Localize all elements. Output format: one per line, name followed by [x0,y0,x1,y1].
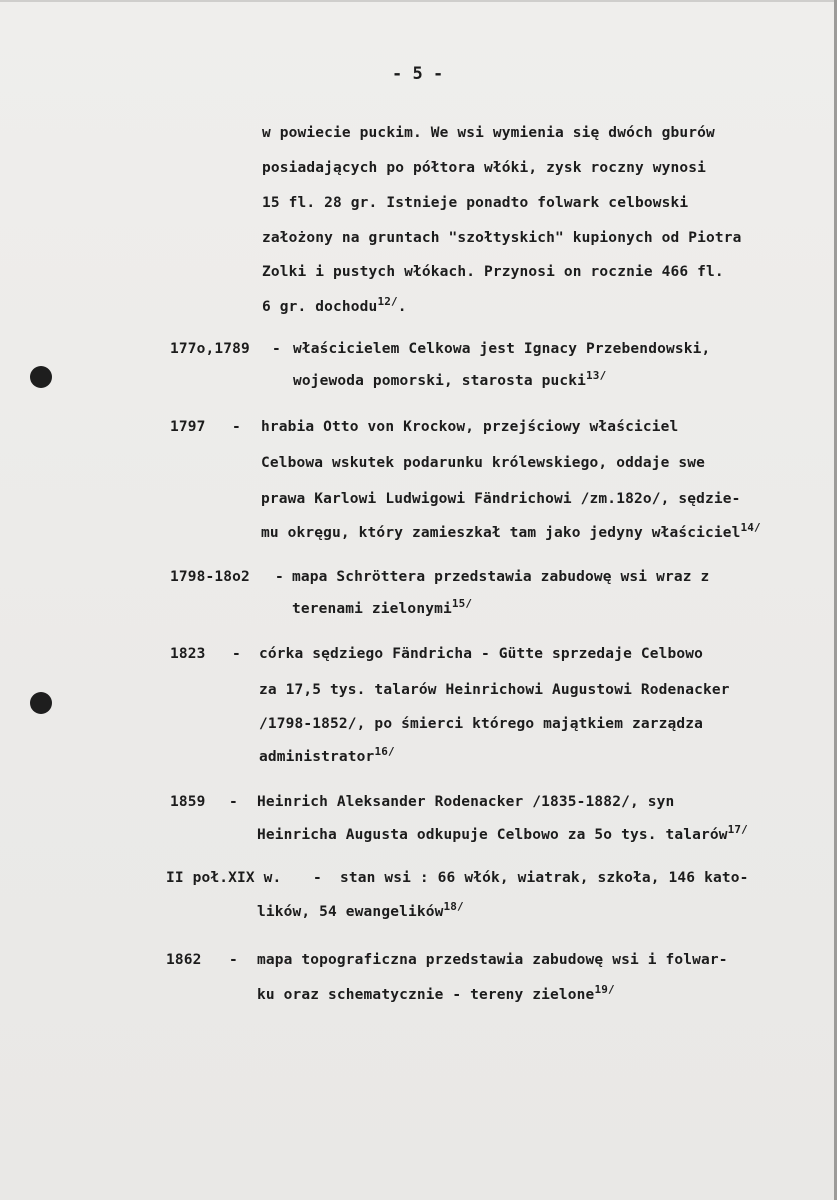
entry-date: 1862 [166,952,202,968]
entry-date: 177o,1789 [170,341,250,357]
entry-line-last [257,900,464,921]
entry-line-last [261,521,761,542]
entry-date: 1859 [170,794,206,810]
footnote-mark: 14/ [740,521,761,535]
entry-line: Heinrich Aleksander Rodenacker /1835-1882/, syn [257,794,675,810]
entry-line: mapa topograficzna przedstawia zabudowę wsi i folwar- [257,952,728,968]
entry-line: prawa Karlowi Ludwigowi Fändrichowi /zm.182o/, sędzie- [261,491,741,507]
entry-line: Celbowa wskutek podarunku królewskiego, oddaje swe [261,455,705,471]
intro-line: 6 gr. dochodu [262,299,378,315]
footnote-mark: 18/ [443,900,464,914]
entry-dash: - [229,794,238,810]
entry-line-last [257,983,615,1004]
entry-line: stan wsi : 66 włók, wiatrak, szkoła, 146 kato- [340,870,749,886]
entry-line: właścicielem Celkowa jest Ignacy Przebendowski, [293,341,711,357]
entry-line: za 17,5 tys. talarów Heinrichowi Augustowi Rodenacker [259,682,730,698]
entry-line: administrator [259,749,375,765]
entry-line: ku oraz schematycznie - tereny zielone [257,987,595,1003]
page-number: - 5 - [392,64,444,84]
intro-line: w powiecie puckim. We wsi wymienia się dwóch gburów [262,125,715,141]
entry-line-last [292,597,473,618]
entry-date: 1798-18o2 [170,569,250,585]
footnote-mark: 12/ [377,295,398,309]
entry-line: hrabia Otto von Krockow, przejściowy właściciel [261,419,679,435]
entry-dash: - [272,341,281,357]
entry-line: lików, 54 ewangelików [257,904,444,920]
entry-line: terenami zielonymi [292,601,452,617]
footnote-mark: 13/ [586,369,607,383]
entry-date: II poł.XIX w. [166,870,282,886]
entry-line: wojewoda pomorski, starosta pucki [293,373,587,389]
intro-line: 15 fl. 28 gr. Istnieje ponadto folwark celbowski [262,195,689,211]
entry-dash: - [313,870,322,886]
entry-dash: - [232,646,241,662]
entry-line-last [257,823,748,844]
entry-line-last [293,369,607,390]
intro-line: założony na gruntach "szołtyskich" kupionych od Piotra [262,230,742,246]
entry-dash: - [275,569,284,585]
entry-date: 1797 [170,419,206,435]
footnote-mark: 16/ [374,745,395,759]
intro-last-line [262,295,407,316]
intro-tail: . [397,299,407,315]
punch-hole-upper [30,366,52,388]
entry-line-last [259,745,395,766]
punch-hole-lower [30,692,52,714]
intro-line: posiadających po półtora włóki, zysk roczny wynosi [262,160,706,176]
entry-line: mapa Schröttera przedstawia zabudowę wsi wraz z [292,569,710,585]
page-top-edge [0,0,837,2]
entry-line: Heinricha Augusta odkupuje Celbowo za 5o tys. talarów [257,827,728,843]
entry-line: /1798-1852/, po śmierci którego majątkiem zarządza [259,716,703,732]
footnote-mark: 15/ [451,597,473,611]
entry-dash: - [229,952,238,968]
entry-dash: - [232,419,241,435]
entry-line: córka sędziego Fändricha - Gütte sprzedaje Celbowo [259,646,703,662]
intro-line: Zolki i pustych włókach. Przynosi on rocznie 466 fl. [262,264,724,280]
footnote-mark: 17/ [727,823,748,837]
footnote-mark: 19/ [594,983,615,997]
entry-date: 1823 [170,646,206,662]
entry-line: mu okręgu, który zamieszkał tam jako jedyny właściciel [261,525,741,541]
